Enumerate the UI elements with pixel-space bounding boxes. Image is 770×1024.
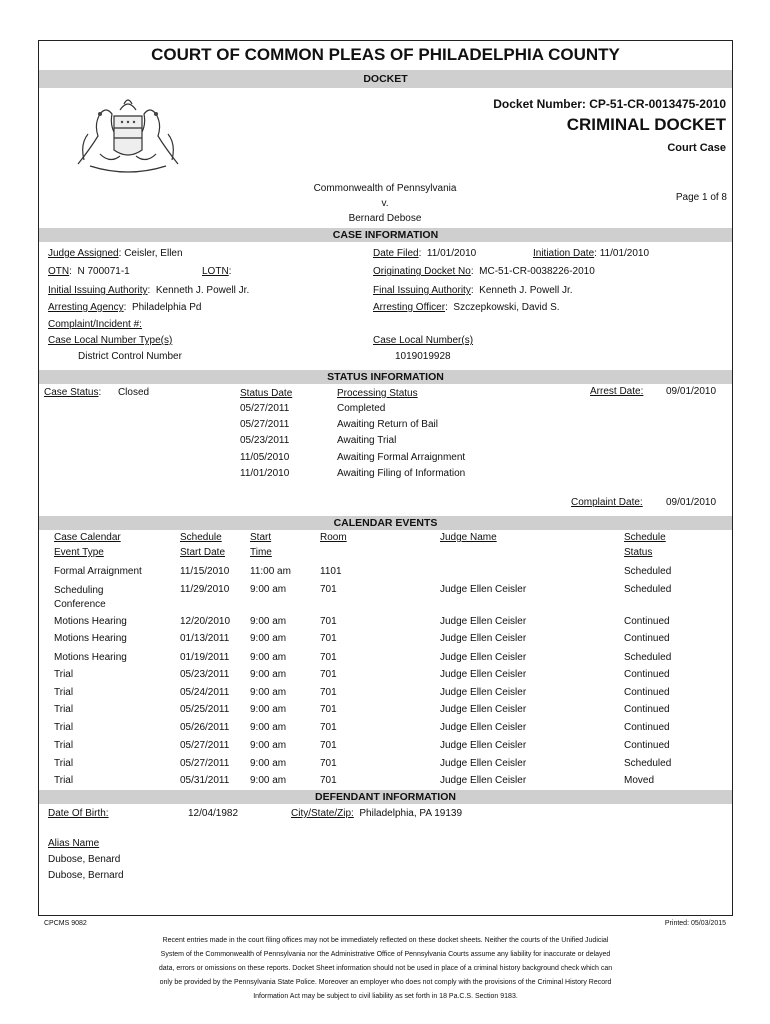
judge-assigned-label: Judge Assigned xyxy=(48,248,119,259)
event-judge: Judge Ellen Ceisler xyxy=(440,704,527,715)
event-judge: Judge Ellen Ceisler xyxy=(440,652,527,663)
col-schedule-1: Schedule xyxy=(180,532,222,543)
event-room: 701 xyxy=(320,775,337,786)
disclaimer-line: only be provided by the Pennsylvania State Police. Moreover an employer who does not comply with the provisions of the Criminal History Record xyxy=(159,979,612,986)
status-row-status: Awaiting Trial xyxy=(337,435,397,446)
case-local-number-label: Case Local Number(s) xyxy=(373,335,474,346)
event-judge: Judge Ellen Ceisler xyxy=(440,687,527,698)
status-row-status: Awaiting Return of Bail xyxy=(337,419,438,430)
arresting-officer-label: Arresting Officer xyxy=(373,302,446,313)
case-status: Case Status: Closed xyxy=(44,387,150,398)
event-status: Continued xyxy=(624,633,670,644)
col-start-1: Start xyxy=(250,532,272,543)
date-filed-value: 11/01/2010 xyxy=(426,248,477,259)
event-date: 05/26/2011 xyxy=(180,722,230,733)
pennsylvania-seal xyxy=(70,94,186,178)
case-local-type-label: Case Local Number Type(s) xyxy=(48,335,173,346)
defendant-information-header: DEFENDANT INFORMATION xyxy=(39,790,732,804)
event-time: 9:00 am xyxy=(250,687,287,698)
event-date: 05/31/2011 xyxy=(180,775,230,786)
col-start-2: Time xyxy=(250,547,272,558)
status-date-label: Status Date xyxy=(240,388,293,399)
event-status: Continued xyxy=(624,740,670,751)
event-judge: Judge Ellen Ceisler xyxy=(440,740,527,751)
calendar-events-header: CALENDAR EVENTS xyxy=(39,516,732,530)
event-status: Scheduled xyxy=(624,652,672,663)
case-status-label: Case Status xyxy=(44,387,99,398)
final-issuing-authority: Final Issuing Authority: Kenneth J. Powell Jr. xyxy=(373,285,573,296)
court-title: COURT OF COMMON PLEAS OF PHILADELPHIA COUNTY xyxy=(151,45,620,64)
event-room: 701 xyxy=(320,704,337,715)
event-room: 701 xyxy=(320,687,337,698)
otn-label: OTN xyxy=(48,266,70,277)
col-room: Room xyxy=(320,532,347,543)
judge-assigned: Judge Assigned: Ceisler, Ellen xyxy=(48,248,183,259)
dob-label: Date Of Birth: xyxy=(48,808,109,819)
otn-value: N 700071-1 xyxy=(77,266,130,277)
initiation-date: Initiation Date: 11/01/2010 xyxy=(533,248,650,259)
event-time: 9:00 am xyxy=(250,584,287,595)
disclaimer-line: System of the Commonwealth of Pennsylvania nor the Administrative Office of Pennsylvania Courts assume any liability for inaccurate or delayed xyxy=(160,951,611,958)
event-date: 05/24/2011 xyxy=(180,687,230,698)
event-status: Scheduled xyxy=(624,758,672,769)
case-information-header: CASE INFORMATION xyxy=(39,228,732,242)
event-type: Motions Hearing xyxy=(54,652,127,663)
event-type-continued: Conference xyxy=(54,599,106,610)
event-status: Scheduled xyxy=(624,566,672,577)
event-type: Trial xyxy=(54,758,74,769)
event-date: 05/27/2011 xyxy=(180,740,230,751)
arresting-officer: Arresting Officer: Szczepkowski, David S. xyxy=(373,302,560,313)
arrest-date-value: 09/01/2010 xyxy=(666,386,717,397)
event-date: 05/25/2011 xyxy=(180,704,230,715)
alias-name: Dubose, Benard xyxy=(48,854,121,865)
disclaimer-line: data, errors or omissions on these reports. Docket Sheet information should not be used in place of a criminal history background check which can xyxy=(158,965,613,972)
event-room: 701 xyxy=(320,633,337,644)
event-time: 9:00 am xyxy=(250,740,287,751)
dob-value: 12/04/1982 xyxy=(188,808,239,819)
event-room: 701 xyxy=(320,652,337,663)
printed-date: Printed: 05/03/2015 xyxy=(664,920,726,927)
arresting-officer-value: Szczepkowski, David S. xyxy=(453,302,560,313)
date-filed-label: Date Filed xyxy=(373,248,419,259)
event-room: 701 xyxy=(320,669,337,680)
disclaimer-line: Recent entries made in the court filing offices may not be immediately reflected on these docket sheets. Neither the courts of the Unified Judicial xyxy=(162,937,609,944)
event-type: Trial xyxy=(54,775,74,786)
page-indicator: Page 1 of 8 xyxy=(675,192,727,203)
event-time: 9:00 am xyxy=(250,722,287,733)
arresting-agency-value: Philadelphia Pd xyxy=(131,302,202,313)
event-room: 701 xyxy=(320,722,337,733)
event-type: Trial xyxy=(54,740,74,751)
initial-issuing-authority-label: Initial Issuing Authority xyxy=(48,285,148,296)
col-schedule-2: Start Date xyxy=(180,547,226,558)
event-room: 701 xyxy=(320,740,337,751)
event-status: Continued xyxy=(624,704,670,715)
alias-name-label: Alias Name xyxy=(48,838,100,849)
arresting-agency-label: Arresting Agency xyxy=(48,302,124,313)
caption-defendant: Bernard Debose xyxy=(348,213,422,224)
col-status-1: Schedule xyxy=(624,532,666,543)
docket-bar: DOCKET xyxy=(39,70,732,88)
event-status: Continued xyxy=(624,669,670,680)
event-type: Motions Hearing xyxy=(54,616,127,627)
form-id: CPCMS 9082 xyxy=(44,920,87,927)
complaint-date-label: Complaint Date: xyxy=(571,497,643,508)
event-judge: Judge Ellen Ceisler xyxy=(440,633,527,644)
event-status: Continued xyxy=(624,687,670,698)
event-time: 11:00 am xyxy=(250,566,291,577)
arrest-date-label: Arrest Date: xyxy=(590,386,644,397)
event-time: 9:00 am xyxy=(250,652,287,663)
status-row-date: 11/05/2010 xyxy=(240,452,290,463)
event-type: Motions Hearing xyxy=(54,633,127,644)
city-state-zip-value: Philadelphia, PA 19139 xyxy=(359,808,463,819)
event-type: Trial xyxy=(54,669,74,680)
docket-number: Docket Number: CP-51-CR-0013475-2010 xyxy=(493,97,726,111)
event-date: 05/23/2011 xyxy=(180,669,230,680)
col-status-2: Status xyxy=(624,547,653,558)
event-room: 701 xyxy=(320,758,337,769)
alias-name: Dubose, Bernard xyxy=(48,870,124,881)
event-date: 05/27/2011 xyxy=(180,758,230,769)
event-time: 9:00 am xyxy=(250,704,287,715)
event-time: 9:00 am xyxy=(250,633,287,644)
event-status: Continued xyxy=(624,616,670,627)
event-time: 9:00 am xyxy=(250,775,287,786)
case-local-type-value: District Control Number xyxy=(78,351,182,362)
col-event-type-1: Case Calendar xyxy=(54,532,121,543)
event-judge: Judge Ellen Ceisler xyxy=(440,722,527,733)
caption-plaintiff: Commonwealth of Pennsylvania xyxy=(313,183,457,194)
processing-status-label: Processing Status xyxy=(337,388,418,399)
complaint-date-value: 09/01/2010 xyxy=(666,497,717,508)
complaint-incident-label: Complaint/Incident #: xyxy=(48,319,142,330)
event-type: Trial xyxy=(54,722,74,733)
status-row-status: Awaiting Formal Arraignment xyxy=(337,452,466,463)
event-time: 9:00 am xyxy=(250,758,287,769)
case-local-number-value: 1019019928 xyxy=(395,351,451,362)
event-room: 701 xyxy=(320,616,337,627)
col-event-type-2: Event Type xyxy=(54,547,104,558)
city-state-zip-label: City/State/Zip: xyxy=(291,808,354,819)
event-date: 12/20/2010 xyxy=(180,616,231,627)
event-time: 9:00 am xyxy=(250,616,287,627)
status-row-status: Awaiting Filing of Information xyxy=(337,468,466,479)
event-time: 9:00 am xyxy=(250,669,287,680)
status-row-date: 05/23/2011 xyxy=(240,435,290,446)
caption-versus: v. xyxy=(381,198,389,209)
final-issuing-authority-label: Final Issuing Authority xyxy=(373,285,471,296)
status-row-date: 05/27/2011 xyxy=(240,403,290,414)
event-type: Trial xyxy=(54,704,74,715)
date-filed: Date Filed: 11/01/2010 xyxy=(373,248,477,259)
event-date: 01/13/2011 xyxy=(180,633,230,644)
event-date: 11/29/2010 xyxy=(180,584,230,595)
event-judge: Judge Ellen Ceisler xyxy=(440,758,527,769)
event-type: Formal Arraignment xyxy=(54,566,142,577)
docket-type: CRIMINAL DOCKET xyxy=(566,115,726,134)
event-judge: Judge Ellen Ceisler xyxy=(440,584,527,595)
event-type: Trial xyxy=(54,687,74,698)
event-judge: Judge Ellen Ceisler xyxy=(440,775,527,786)
disclaimer-line: Information Act may be subject to civil liability as set forth in 18 Pa.C.S. Section 9183. xyxy=(253,993,518,1000)
originating-docket-value: MC-51-CR-0038226-2010 xyxy=(479,266,595,277)
status-row-date: 05/27/2011 xyxy=(240,419,290,430)
event-date: 11/15/2010 xyxy=(180,566,230,577)
final-issuing-authority-value: Kenneth J. Powell Jr. xyxy=(479,285,573,296)
case-status-value: Closed xyxy=(117,387,150,398)
event-status: Scheduled xyxy=(624,584,672,595)
event-room: 1101 xyxy=(320,566,342,577)
initiation-date-label: Initiation Date xyxy=(533,248,595,259)
event-status: Continued xyxy=(624,722,670,733)
judge-assigned-value: Ceisler, Ellen xyxy=(124,248,183,259)
status-row-date: 11/01/2010 xyxy=(240,468,290,479)
event-status: Moved xyxy=(624,775,655,786)
originating-docket-label: Originating Docket No xyxy=(373,266,471,277)
lotn: LOTN: xyxy=(202,266,232,277)
event-judge: Judge Ellen Ceisler xyxy=(440,669,527,680)
initiation-date-value: 11/01/2010 xyxy=(599,248,650,259)
case-kind: Court Case xyxy=(667,142,726,154)
otn: OTN: N 700071-1 xyxy=(48,266,130,277)
city-state-zip xyxy=(291,808,462,819)
col-judge: Judge Name xyxy=(440,532,497,543)
event-judge: Judge Ellen Ceisler xyxy=(440,616,527,627)
status-row-status: Completed xyxy=(337,403,386,414)
originating-docket: Originating Docket No: MC-51-CR-0038226-2010 xyxy=(373,266,595,277)
status-information-header: STATUS INFORMATION xyxy=(39,370,732,384)
event-room: 701 xyxy=(320,584,337,595)
lotn-label: LOTN xyxy=(202,266,229,277)
event-type: Scheduling xyxy=(54,585,104,596)
initial-issuing-authority: Initial Issuing Authority: Kenneth J. Powell Jr. xyxy=(48,285,250,296)
initial-issuing-authority-value: Kenneth J. Powell Jr. xyxy=(155,285,250,296)
event-date: 01/19/2011 xyxy=(180,652,230,663)
arresting-agency: Arresting Agency: Philadelphia Pd xyxy=(48,302,202,313)
